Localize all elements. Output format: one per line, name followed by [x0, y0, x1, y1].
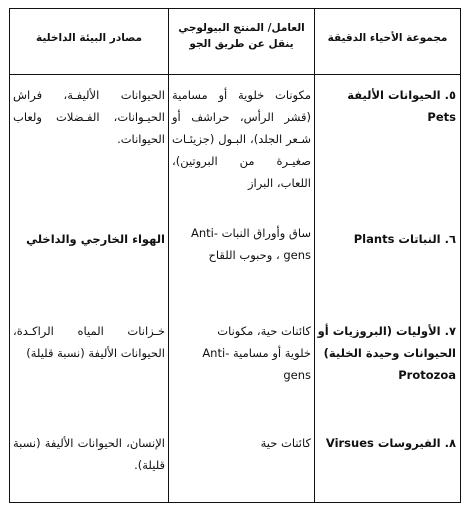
table-border-right [460, 8, 461, 503]
row-protozoa-group-line1: ٧. الأوليات (البروزيات أو [317, 324, 456, 338]
row-pets-group: ٥. الحيوانات الأليفة Pets [347, 88, 456, 124]
row-plants-agent-line1: ساق وأوراق النبات -Anti [191, 226, 311, 240]
header-group: مجموعة الأحياء الدقيقة [327, 32, 448, 44]
column-divider-right [314, 8, 315, 503]
column-divider-left [168, 8, 169, 503]
table-border-bottom [9, 502, 461, 503]
row-protozoa-group [317, 320, 456, 386]
row-protozoa-agent-line2: خلوية أو مسامية -Anti [202, 346, 311, 360]
row-pets-agent: مكونات خلوية أو مسامية (قشر الرأس، حراشف أو شـعر الجلد)، البـول (جزيئـات صغيـرة من البروتين)، اللعاب، البراز [172, 88, 311, 190]
row-protozoa-group-line3: Protozoa [398, 368, 456, 382]
row-protozoa-sources: خـزانات المياه الراكـدة، الحيوانات الأليفة (نسبة قليلة) [13, 324, 165, 360]
row-pets-sources: الحيوانات الأليفـة، فراش الحيـوانات، الفـضلات ولعاب الحيوانات. [13, 88, 165, 146]
row-protozoa-group-line2: الحيوانات وحيدة الخلية) [323, 346, 456, 360]
header-agent-line1: العامل/ المنتج البيولوجي [178, 22, 305, 34]
table-border-left [9, 8, 10, 503]
row-viruses-sources: الإنسان، الحيوانات الأليفة (نسبة قليلة). [13, 436, 165, 472]
row-protozoa-agent-line1: كائنات حية، مكونات [217, 324, 311, 338]
row-viruses-agent: كائنات حية [260, 436, 311, 450]
row-viruses-group: ٨. الفيروسات Virsues [325, 436, 456, 450]
table-border-top [9, 8, 461, 9]
header-agent-line2: ينقل عن طريق الجو [189, 38, 294, 50]
header-sources: مصادر البيئة الداخلية [35, 32, 142, 44]
row-protozoa-agent [172, 320, 311, 386]
header-agent [169, 20, 314, 52]
row-protozoa-agent-line3: gens [283, 368, 311, 382]
row-plants-group: ٦. النباتات Plants [353, 232, 456, 246]
row-plants-agent [172, 222, 311, 266]
row-plants-agent-line2: gens ، وحبوب اللقاح [208, 248, 311, 262]
row-plants-sources: الهواء الخارجي والداخلي [26, 232, 165, 246]
header-divider [9, 74, 461, 75]
